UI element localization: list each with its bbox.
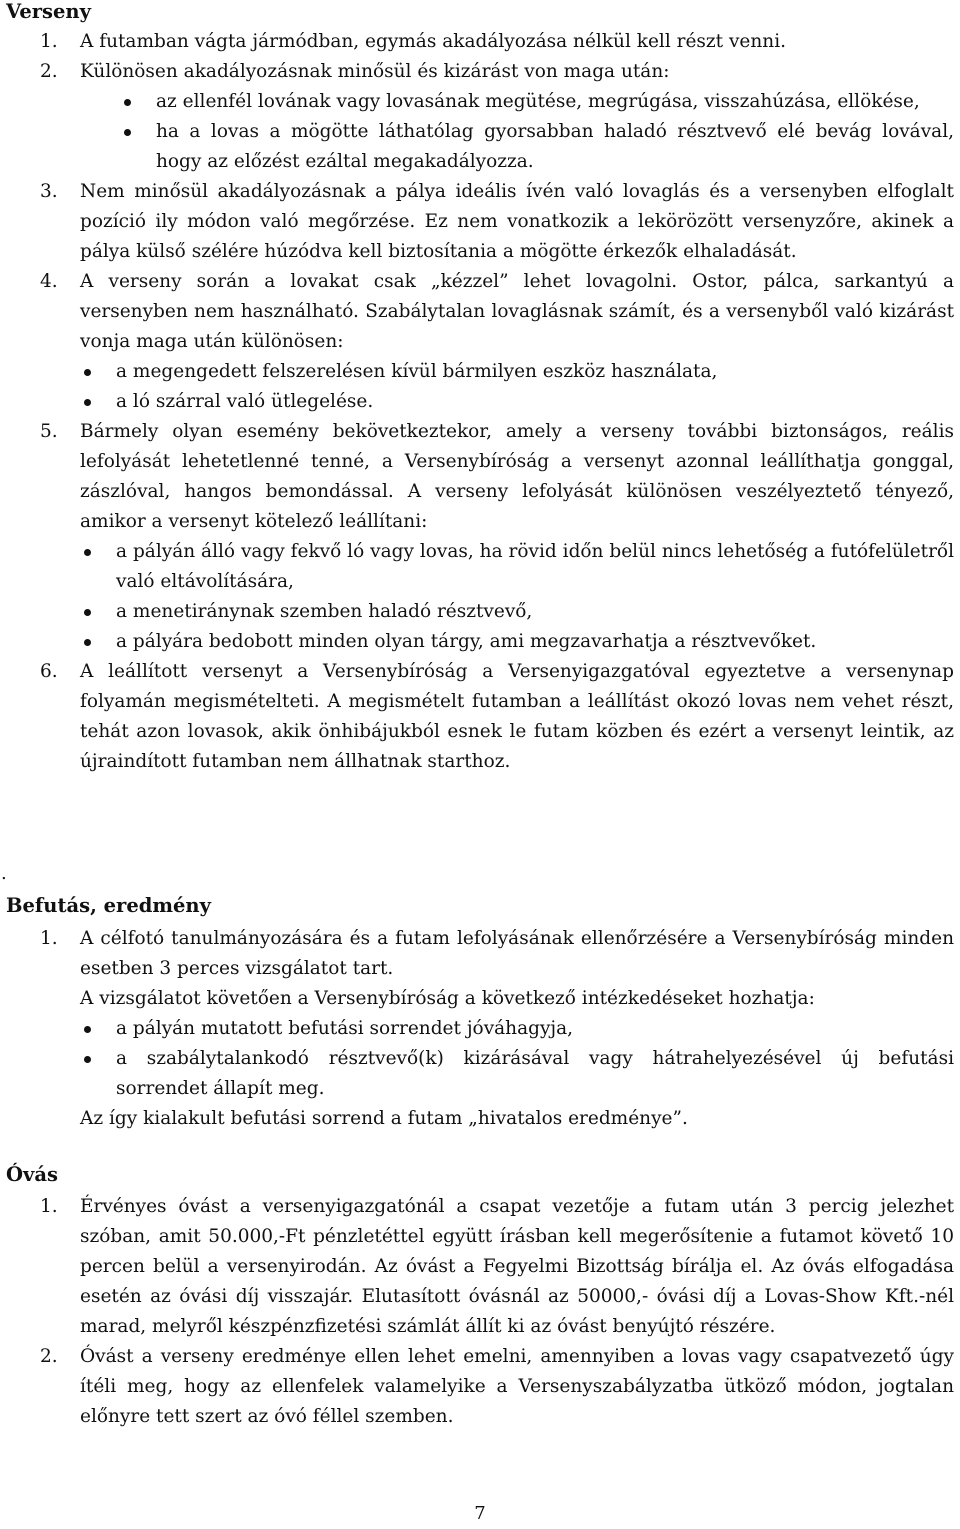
bullet-icon bbox=[84, 639, 91, 646]
bullet-text: ha a lovas a mögötte láthatólag gyorsabban haladó résztvevő elé bevág lovával, hogy az előzést ezáltal megakadályozza. bbox=[156, 121, 954, 172]
item-text: A futamban vágta jármódban, egymás akadályozása nélkül kell részt venni. bbox=[80, 31, 786, 52]
item-number: 5. bbox=[40, 421, 58, 442]
item-text: A célfotó tanulmányozására és a futam lefolyásának ellenőrzésére a Versenybíróság minden esetben 3 perces vizsgálatot tart. bbox=[80, 928, 954, 979]
item-number: 2. bbox=[40, 1346, 58, 1367]
item-text: Nem minősül akadályozásnak a pálya ideális ívén való lovaglás és a versenyben elfoglalt pozíció ily módon való megőrzése. Ez nem vonatkozik a lekörözött versenyzőre, akinek a pálya külső szélére húzódva kell biztosítania a mögötte érkezők elhaladását. bbox=[80, 181, 954, 262]
list-item bbox=[0, 417, 960, 657]
bullet-item bbox=[120, 117, 954, 177]
item-text: A verseny során a lovakat csak „kézzel” lehet lovagolni. Ostor, pálca, sarkantyú a versenyben nem használható. Szabálytalan lovaglásnak számít, és a versenyből való kizárást vonja maga után különösen: bbox=[80, 271, 954, 352]
list-item bbox=[0, 657, 960, 777]
bullet-item bbox=[80, 597, 954, 627]
section-heading-ovas: Óvás bbox=[6, 1163, 58, 1186]
section-heading-verseny: Verseny bbox=[6, 0, 91, 23]
bullet-icon bbox=[84, 1056, 91, 1063]
bullet-icon bbox=[84, 609, 91, 616]
bullet-text: a pályára bedobott minden olyan tárgy, ami megzavarhatja a résztvevőket. bbox=[116, 631, 817, 652]
list-item bbox=[0, 177, 960, 267]
bullet-list bbox=[80, 1014, 954, 1104]
bullet-icon bbox=[84, 549, 91, 556]
bullet-icon bbox=[84, 369, 91, 376]
item-number: 6. bbox=[40, 661, 58, 682]
list-item bbox=[0, 1342, 960, 1432]
item-text: A vizsgálatot követően a Versenybíróság a következő intézkedéseket hozhatja: bbox=[80, 988, 815, 1009]
ovas-list bbox=[0, 1192, 960, 1432]
bullet-item bbox=[80, 387, 954, 417]
item-text: Érvényes óvást a versenyigazgatónál a csapat vezetője a futam után 3 percig jelezhet szóban, amit 50.000,-Ft pénzletéttel együtt írásban kell megerősítenie a futamot követő 10 percen belül a versenyirodán. Az óvást a Fegyelmi Bizottság bírálja el. Az óvás elfogadása esetén az óvási díj visszajár. Elutasított óvásnál az 50000,- óvási díj a Lovas-Show Kft.-nél marad, melyről készpénzfizetési számlát állít ki az óvást benyújtó részére. bbox=[80, 1196, 954, 1337]
list-item bbox=[0, 57, 960, 177]
bullet-list bbox=[80, 537, 954, 657]
bullet-item bbox=[80, 537, 954, 597]
bullet-text: a pályán álló vagy fekvő ló vagy lovas, ha rövid időn belül nincs lehetőség a futófelületről való eltávolítására, bbox=[116, 541, 954, 592]
item-number: 4. bbox=[40, 271, 58, 292]
list-item bbox=[0, 924, 960, 1134]
bullet-list bbox=[80, 87, 954, 177]
bullet-icon bbox=[84, 399, 91, 406]
bullet-item bbox=[80, 1014, 954, 1044]
bullet-text: a megengedett felszerelésen kívül bármilyen eszköz használata, bbox=[116, 361, 718, 382]
bullet-item bbox=[80, 1044, 954, 1104]
item-text: A leállított versenyt a Versenybíróság a Versenyigazgatóval egyeztetve a versenynap folyamán megismételteti. A megismételt futamban a leállítást okozó lovas nem vehet részt, tehát azon lovasok, akik önhibájukból esnek le futam közben és ezért a versenyt leintik, az újraindított futamban nem állhatnak starthoz. bbox=[80, 661, 954, 772]
bullet-icon bbox=[124, 99, 131, 106]
item-number: 3. bbox=[40, 181, 58, 202]
bullet-text: a menetiránynak szemben haladó résztvevő, bbox=[116, 601, 533, 622]
item-text: Bármely olyan esemény bekövetkeztekor, amely a verseny további biztonságos, reális lefolyását lehetetlenné tenné, a Versenybíróság a versenyt azonnal leállíthatja gonggal, zászlóval, hangos bemondással. A verseny lefolyását különösen veszélyeztető tényező, amikor a versenyt kötelező leállítani: bbox=[80, 421, 954, 532]
list-item bbox=[0, 267, 960, 417]
list-item bbox=[0, 27, 960, 57]
stray-dot: . bbox=[1, 863, 7, 884]
section-heading-befutas: Befutás, eredmény bbox=[6, 894, 211, 917]
befutas-list bbox=[0, 924, 960, 1134]
page-number: 7 bbox=[474, 1503, 486, 1524]
item-number: 1. bbox=[40, 31, 58, 52]
bullet-item bbox=[120, 87, 954, 117]
item-text: Óvást a verseny eredménye ellen lehet emelni, amennyiben a lovas vagy csapatvezető úgy ítéli meg, hogy az ellenfelek valamelyike a Versenyszabályzatba ütköző módon, jogtalan előnyre tett szert az óvó féllel szemben. bbox=[80, 1346, 954, 1427]
bullet-text: a pályán mutatott befutási sorrendet jóváhagyja, bbox=[116, 1018, 574, 1039]
item-text: Az így kialakult befutási sorrend a futam „hivatalos eredménye”. bbox=[80, 1108, 688, 1129]
bullet-icon bbox=[124, 129, 131, 136]
item-number: 1. bbox=[40, 1196, 58, 1217]
bullet-text: a ló szárral való ütlegelése. bbox=[116, 391, 374, 412]
bullet-list bbox=[80, 357, 954, 417]
item-text: Különösen akadályozásnak minősül és kizárást von maga után: bbox=[80, 61, 670, 82]
bullet-text: az ellenfél lovának vagy lovasának megütése, megrúgása, visszahúzása, ellökése, bbox=[156, 91, 920, 112]
item-number: 1. bbox=[40, 928, 58, 949]
bullet-text: a szabálytalankodó résztvevő(k) kizárásával vagy hátrahelyezésével új befutási sorrendet állapít meg. bbox=[116, 1048, 954, 1099]
bullet-item bbox=[80, 357, 954, 387]
verseny-list bbox=[0, 27, 960, 777]
list-item bbox=[0, 1192, 960, 1342]
bullet-icon bbox=[84, 1026, 91, 1033]
item-number: 2. bbox=[40, 61, 58, 82]
bullet-item bbox=[80, 627, 954, 657]
